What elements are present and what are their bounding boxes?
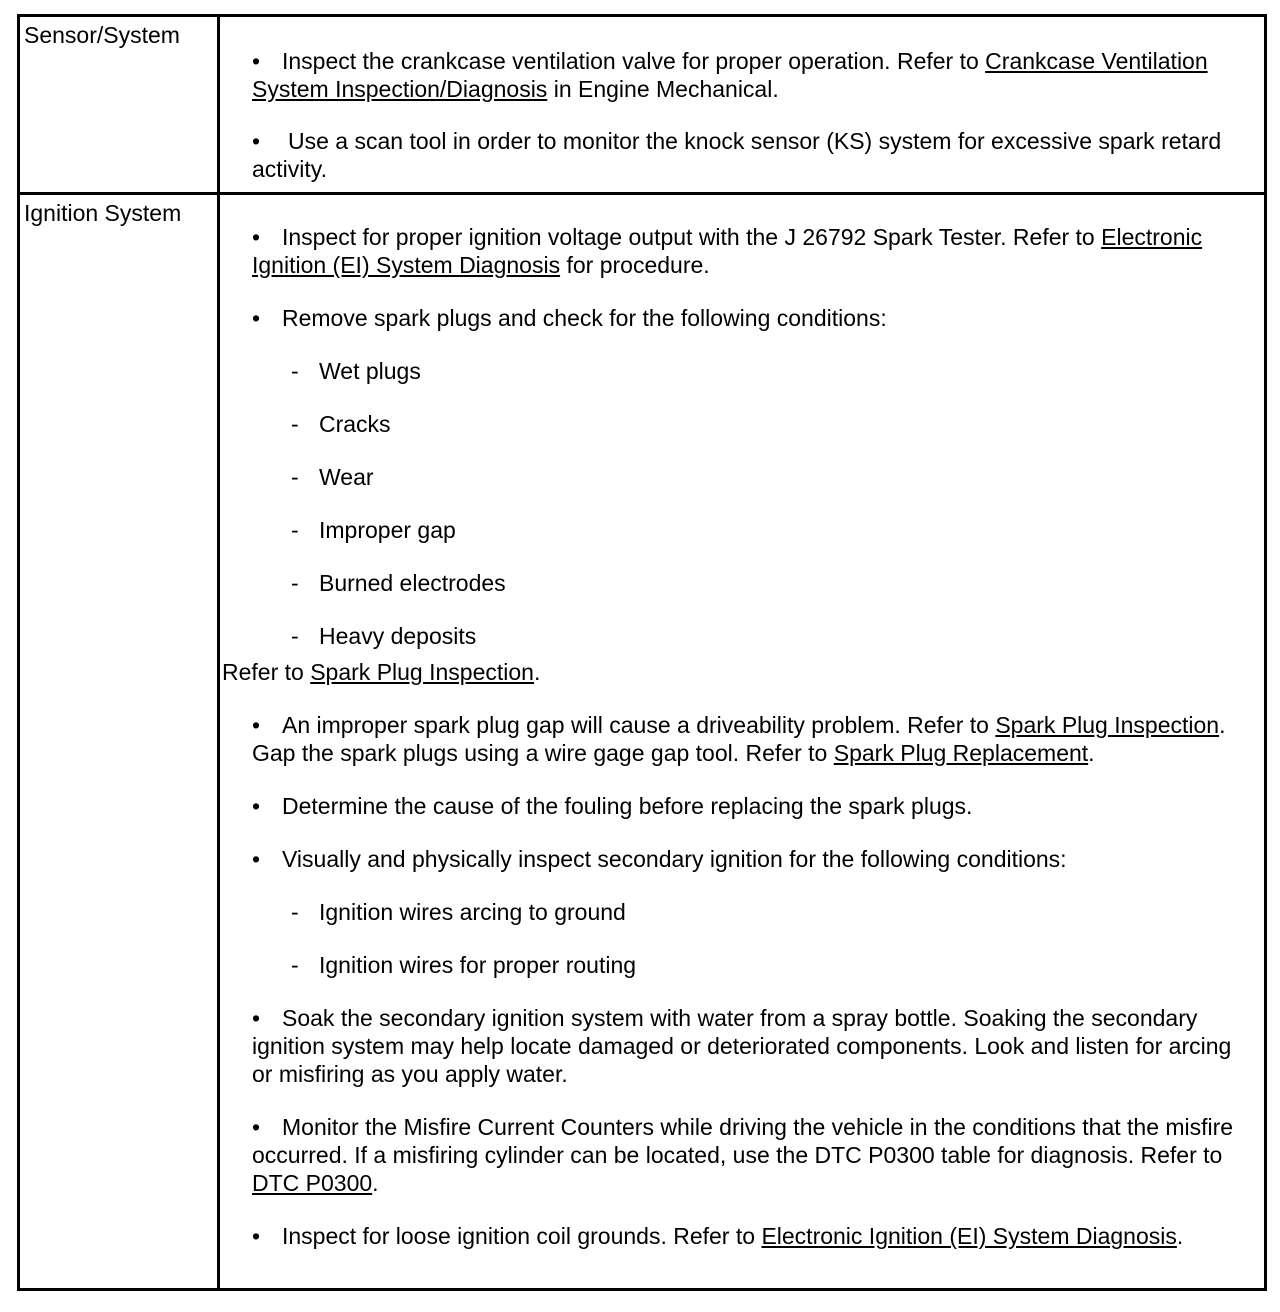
link-spark-plug-replacement[interactable]: Spark Plug Replacement xyxy=(833,740,1089,766)
dash-icon: - xyxy=(291,952,299,978)
bullet-icon: • xyxy=(252,712,261,738)
list-item: • Inspect the crankcase ventilation valve for proper operation. Refer to Crankcase Ventilation System Inspection/Diagnosis in Engine Mechanical. xyxy=(252,48,1208,102)
table-row xyxy=(19,16,1266,194)
row-label: Sensor/System xyxy=(19,16,219,194)
link-spark-plug-inspection[interactable]: Spark Plug Inspection xyxy=(995,712,1220,738)
dash-icon: - xyxy=(291,411,299,437)
sub-list-item: - Burned electrodes xyxy=(291,570,506,596)
dash-icon: - xyxy=(291,623,299,649)
bullet-icon: • xyxy=(252,846,261,872)
list-item: • Visually and physically inspect secondary ignition for the following conditions: xyxy=(252,846,1067,872)
sub-list-item: - Wear xyxy=(291,464,374,490)
list-item: • Inspect for proper ignition voltage output with the J 26792 Spark Tester. Refer to Electronic Ignition (EI) System Diagnosis for procedure. xyxy=(252,224,1203,278)
diagnostic-table xyxy=(17,14,1267,1291)
dash-icon: - xyxy=(291,464,299,490)
list-item: • An improper spark plug gap will cause a driveability problem. Refer to Spark Plug Inspection. Gap the spark plugs using a wire gage gap tool. Refer to Spark Plug Replacement. xyxy=(252,712,1226,766)
list-item: • Monitor the Misfire Current Counters while driving the vehicle in the conditions that the misfire occurred. If a misfiring cylinder can be located, use the DTC P0300 table for diagnosis. Refer to DTC P0300. xyxy=(252,1114,1234,1196)
link-crankcase-ventilation[interactable]: Crankcase Ventilation System Inspection/Diagnosis xyxy=(252,48,1208,102)
bullet-icon: • xyxy=(252,793,261,819)
bullet-icon: • xyxy=(252,224,261,250)
list-item: • Inspect for loose ignition coil grounds. Refer to Electronic Ignition (EI) System Diagnosis. xyxy=(252,1223,1184,1249)
link-ei-system-diagnosis[interactable]: Electronic Ignition (EI) System Diagnosis xyxy=(761,1223,1177,1249)
list-item: • Soak the secondary ignition system with water from a spray bottle. Soaking the secondary ignition system may help locate damaged or deteriorated components. Look and listen for arcing or misfiring as you apply water. xyxy=(252,1005,1232,1087)
sub-list-item: - Cracks xyxy=(291,411,391,437)
bullet-icon: • xyxy=(252,1114,261,1140)
link-ei-system-diagnosis[interactable]: Electronic Ignition (EI) System Diagnosis xyxy=(252,224,1203,278)
list-item: • Remove spark plugs and check for the following conditions: xyxy=(252,305,887,331)
dash-icon: - xyxy=(291,517,299,543)
table-row xyxy=(19,194,1266,1290)
bullet-icon: • xyxy=(252,1223,261,1249)
bullet-icon: • xyxy=(252,1005,261,1031)
list-item: • Determine the cause of the fouling before replacing the spark plugs. xyxy=(252,793,973,819)
link-spark-plug-inspection[interactable]: Spark Plug Inspection xyxy=(310,659,534,685)
dash-icon: - xyxy=(291,358,299,384)
sub-list-item: - Improper gap xyxy=(291,517,456,543)
sub-list-item: - Heavy deposits xyxy=(291,623,477,649)
link-dtc-p0300[interactable]: DTC P0300 xyxy=(252,1170,373,1196)
bullet-icon: • xyxy=(252,48,261,74)
row-content xyxy=(219,16,1266,194)
bullet-icon: • xyxy=(252,128,261,154)
dash-icon: - xyxy=(291,570,299,596)
bullet-icon: • xyxy=(252,305,261,331)
list-item: • Use a scan tool in order to monitor the knock sensor (KS) system for excessive spark retard activity. xyxy=(252,128,1222,182)
refer-line: Refer to Spark Plug Inspection. xyxy=(222,659,541,685)
sub-list-item: - Wet plugs xyxy=(291,358,421,384)
dash-icon: - xyxy=(291,899,299,925)
row-content xyxy=(219,194,1266,1290)
sub-list-item: - Ignition wires arcing to ground xyxy=(291,899,626,925)
sub-list-item: - Ignition wires for proper routing xyxy=(291,952,637,978)
row-label: Ignition System xyxy=(19,194,219,1290)
